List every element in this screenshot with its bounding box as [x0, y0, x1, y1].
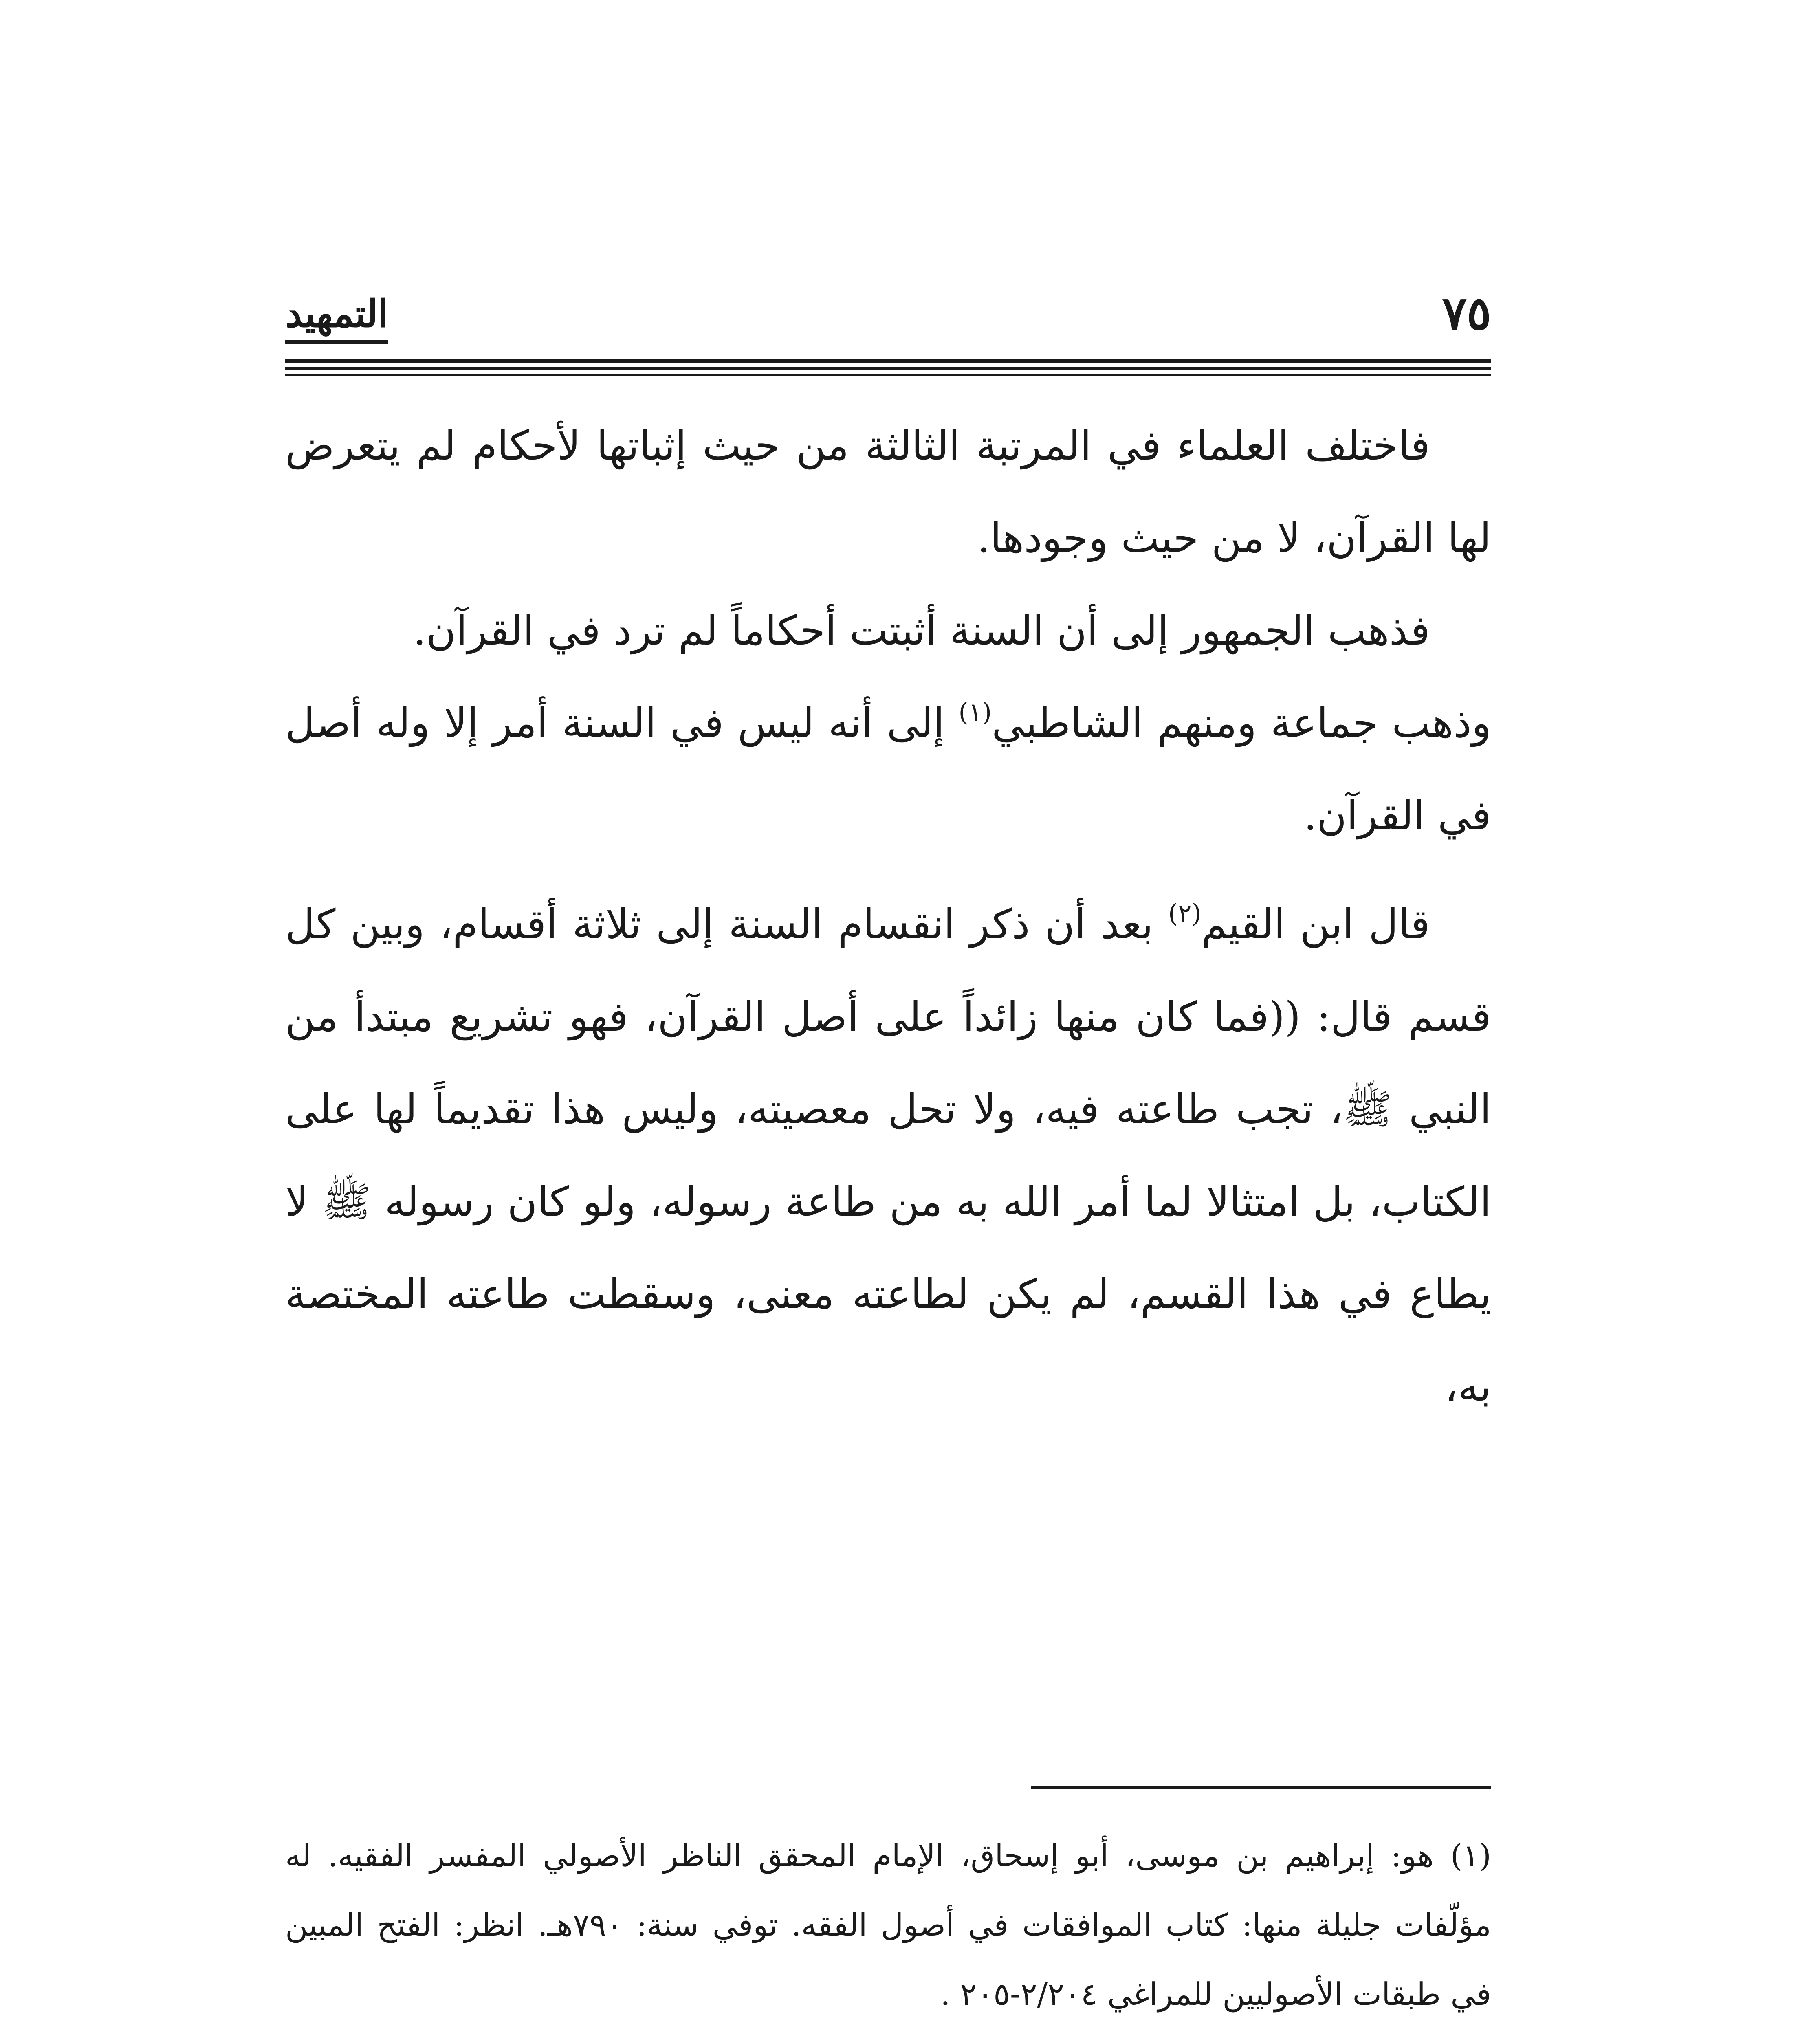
main-text	[285, 399, 1491, 1433]
paragraph	[285, 677, 1491, 862]
paragraph-text: إلى أنه ليس في السنة أمر إلا وله أصل في القرآن.	[285, 699, 1491, 839]
header-rule-thick	[285, 359, 1491, 363]
paragraph: فذهب الجمهور إلى أن السنة أثبتت أحكاماً لم ترد في القرآن.	[413, 607, 1430, 654]
paragraph-text: بعد أن ذكر انقسام السنة إلى ثلاثة أقسام، وبين كل قسم قال: ((فما كان منها زائداً على أصل القرآن، فهو تشريع مبتدأ من النبي ﷺ، تجب طاعته فيه، ولا تحل معصيته، وليس هذا تقديماً لها على الكتاب، بل امتثالا لما أمر الله به من طاعة رسوله، ولو كان رسوله ﷺ لا يطاع في هذا القسم، لم يكن لطاعته معنى، وسقطت طاعته المختصة به،	[285, 900, 1491, 1410]
footnote	[285, 2034, 1491, 2037]
header-rule-thin	[285, 374, 1491, 376]
paragraph: فاختلف العلماء في المرتبة الثالثة من حيث إثباتها لأحكام لم يتعرض لها القرآن، لا من حيث وجودها.	[285, 422, 1491, 562]
footnote: (١) هو: إبراهيم بن موسى، أبو إسحاق، الإمام المحقق الناظر الأصولي المفسر الفقيه. له مؤلّفات جليلة منها: كتاب الموافقات في أصول الفقه. توفي سنة: ٧٩٠هـ. انظر: الفتح المبين في طبقات الأصوليين للمراغي ٢/٢٠٤-٢٠٥ .	[285, 1837, 1491, 2012]
paragraph-text: وذهب جماعة ومنهم الشاطبي	[992, 699, 1491, 747]
page-header	[285, 281, 1491, 350]
section-title: التمهيد	[285, 289, 388, 344]
footnote-ref: (٢)	[1168, 898, 1202, 928]
page-number: ٧٥	[1442, 287, 1491, 340]
paragraph-text: قال ابن القيم	[1201, 900, 1430, 948]
paragraph	[285, 878, 1491, 1433]
footnote-ref: (١)	[958, 697, 992, 727]
footnote-separator	[1031, 1786, 1491, 1789]
footnotes	[285, 1821, 1491, 2037]
header-rule-middle	[285, 367, 1491, 370]
